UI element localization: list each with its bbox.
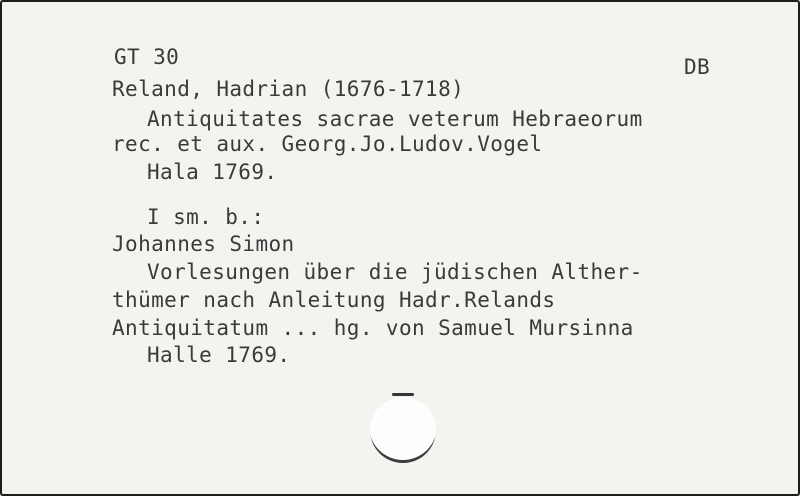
imprint-line: Hala 1769. [147,160,278,184]
author-heading: Reland, Hadrian (1676-1718) [112,77,465,101]
call-number: GT 30 [114,45,180,69]
bound-with-note: I sm. b.: [147,205,265,229]
cataloger-initials: DB [684,55,711,79]
second-imprint-line: Halle 1769. [147,343,291,367]
second-title-line-2: thümer nach Anleitung Hadr.Relands [112,288,556,312]
second-author: Johannes Simon [112,232,295,256]
punch-hole [370,397,436,463]
second-title-line-1: Vorlesungen über die jüdischen Alther- [147,260,643,284]
title-line-1: Antiquitates sacrae veterum Hebraeorum [147,107,643,131]
second-title-line-3: Antiquitatum ... hg. von Samuel Mursinna [112,316,634,340]
title-line-2: rec. et aux. Georg.Jo.Ludov.Vogel [112,132,543,156]
